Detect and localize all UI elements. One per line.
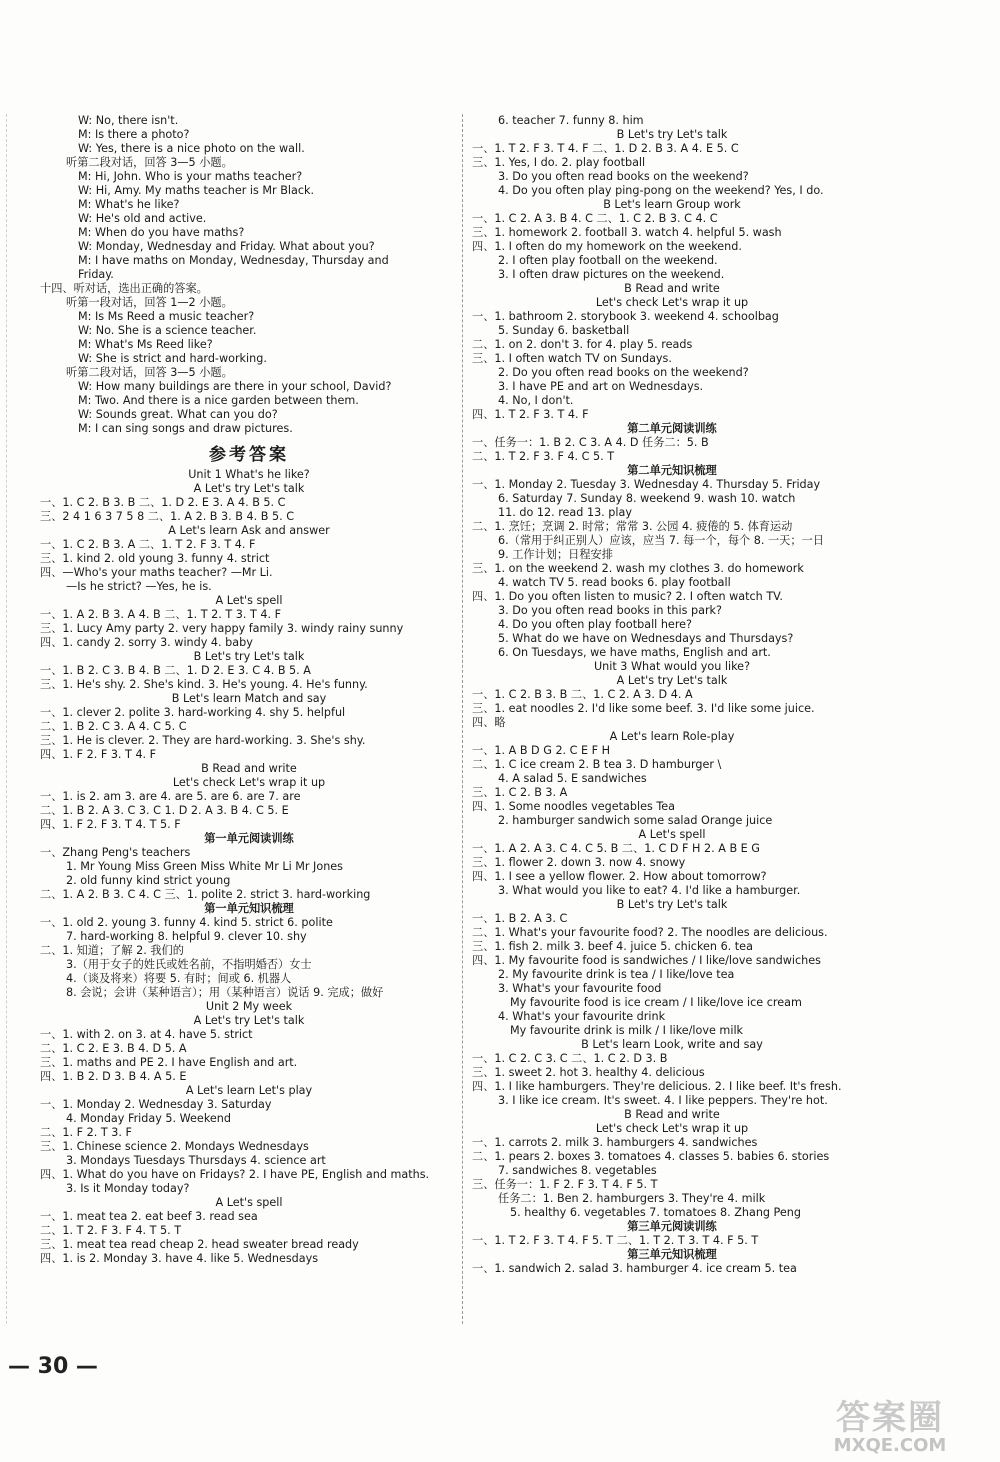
left-column-line: W: She is strict and hard-working. bbox=[78, 352, 267, 365]
left-column-line: 3. Is it Monday today? bbox=[66, 1182, 190, 1195]
right-column-line: B Let's learn Group work bbox=[603, 198, 741, 211]
left-column-line: Unit 2 My week bbox=[205, 1000, 293, 1013]
right-column-line: 3. What would you like to eat? 4. I'd like a hamburger. bbox=[498, 884, 801, 897]
right-column-line: 二、1. 烹饪；烹调 2. 时常；常常 3. 公园 4. 疲倦的 5. 体育运动 bbox=[472, 520, 793, 533]
left-column-line: 四、1. F 2. F 3. T 4. T 5. F bbox=[40, 818, 181, 831]
right-column-line: 三、1. eat noodles 2. I'd like some beef. 3. I'd like some juice. bbox=[472, 702, 815, 715]
right-column-line: 3. I often draw pictures on the weekend. bbox=[498, 268, 725, 281]
left-column-line: A Let's spell bbox=[215, 594, 283, 607]
left-column-line: 四、—Who's your maths teacher? —Mr Li. bbox=[40, 566, 273, 579]
left-column-line: 四、1. What do you have on Fridays? 2. I have PE, English and maths. bbox=[40, 1168, 430, 1181]
right-column-line: 四、略 bbox=[472, 716, 506, 729]
right-column-line: 3. I have PE and art on Wednesdays. bbox=[498, 380, 704, 393]
left-column-line: 一、1. old 2. young 3. funny 4. kind 5. strict 6. polite bbox=[40, 916, 333, 929]
right-column-line: 9. 工作计划；日程安排 bbox=[498, 548, 613, 561]
right-column-line: 二、1. on 2. don't 3. for 4. play 5. reads bbox=[472, 338, 693, 351]
right-column-line: 四、1. I like hamburgers. They're delicious. 2. I like beef. It's fresh. bbox=[472, 1080, 842, 1093]
right-column-line: 四、1. T 2. F 3. T 4. F bbox=[472, 408, 589, 421]
left-column-line: 听第二段对话，回答 3—5 小题。 bbox=[66, 366, 233, 379]
right-column-line: B Read and write bbox=[624, 282, 720, 295]
left-column-line: 听第二段对话，回答 3—5 小题。 bbox=[66, 156, 233, 169]
left-column-line: 参考答案 bbox=[209, 445, 289, 465]
right-column-line: 6.（常用于纠正别人）应该，应当 7. 每一个，每个 8. 一天；一日 bbox=[498, 534, 824, 547]
watermark-logo bbox=[800, 1400, 980, 1460]
left-column-line: 四、1. candy 2. sorry 3. windy 4. baby bbox=[40, 636, 253, 649]
left-column-line: W: How many buildings are there in your school, David? bbox=[78, 380, 392, 393]
right-column-line: 三、1. I often watch TV on Sundays. bbox=[472, 352, 672, 365]
right-column-line: 三、1. fish 2. milk 3. beef 4. juice 5. chicken 6. tea bbox=[472, 940, 753, 953]
right-column-line: 二、1. T 2. F 3. F 4. C 5. T bbox=[472, 450, 615, 463]
right-column-line: 三、1. C 2. B 3. A bbox=[472, 786, 568, 799]
right-column-line: 三、1. homework 2. football 3. watch 4. helpful 5. wash bbox=[472, 226, 782, 239]
right-column-line: 11. do 12. read 13. play bbox=[498, 506, 632, 519]
left-column-line: 二、1. 知道；了解 2. 我们的 bbox=[40, 944, 184, 957]
left-column-line: 四、1. is 2. Monday 3. have 4. like 5. Wednesdays bbox=[40, 1252, 319, 1265]
right-column-line: B Let's try Let's talk bbox=[616, 128, 728, 141]
right-column-line: 4. A salad 5. E sandwiches bbox=[498, 772, 647, 785]
right-column-line: 四、1. Some noodles vegetables Tea bbox=[472, 800, 676, 813]
right-column-line: Unit 3 What would you like? bbox=[593, 660, 751, 673]
left-column-line: A Let's learn Let's play bbox=[185, 1084, 313, 1097]
left-column-line: Unit 1 What's he like? bbox=[188, 468, 310, 481]
left-column-line: B Let's learn Match and say bbox=[171, 692, 327, 705]
left-column-line: M: What's Ms Reed like? bbox=[78, 338, 213, 351]
left-column-line: 二、1. B 2. C 3. A 4. C 5. C bbox=[40, 720, 187, 733]
left-column-line: 一、1. A 2. B 3. A 4. B 二、1. T 2. T 3. T 4. F bbox=[40, 608, 282, 621]
left-column-line: W: Hi, Amy. My maths teacher is Mr Black. bbox=[78, 184, 315, 197]
right-column-line: 三、1. on the weekend 2. wash my clothes 3. do homework bbox=[472, 562, 804, 575]
left-column-line: 一、1. Monday 2. Wednesday 3. Saturday bbox=[40, 1098, 272, 1111]
column-divider bbox=[462, 114, 464, 1324]
watermark-url: MXQE.COM bbox=[833, 1435, 947, 1456]
left-column-line: M: Two. And there is a nice garden between them. bbox=[78, 394, 359, 407]
right-column-line: My favourite drink is milk / I like/love milk bbox=[510, 1024, 744, 1037]
left-column-line: M: When do you have maths? bbox=[78, 226, 245, 239]
left-column-line: A Let's spell bbox=[215, 1196, 283, 1209]
left-column-line: 一、1. with 2. on 3. at 4. have 5. strict bbox=[40, 1028, 253, 1041]
left-column-line: M: Hi, John. Who is your maths teacher? bbox=[78, 170, 303, 183]
right-column-line: 三、1. flower 2. down 3. now 4. snowy bbox=[472, 856, 686, 869]
right-column-line: 一、1. A B D G 2. C E F H bbox=[472, 744, 611, 757]
left-column-line: 三、1. He's shy. 2. She's kind. 3. He's young. 4. He's funny. bbox=[40, 678, 368, 691]
right-column-line: Let's check Let's wrap it up bbox=[595, 1122, 749, 1135]
right-column-line: 一、1. T 2. F 3. T 4. F 5. T 二、1. T 2. T 3. T 4. F 5. T bbox=[472, 1234, 759, 1247]
left-column-line: 十四、听对话，选出正确的答案。 bbox=[40, 282, 208, 295]
right-column-line: 5. Sunday 6. basketball bbox=[498, 324, 630, 337]
left-column-line: —Is he strict? —Yes, he is. bbox=[66, 580, 212, 593]
left-column-line: 3. Mondays Tuesdays Thursdays 4. science art bbox=[66, 1154, 326, 1167]
left-column-line: A Let's learn Ask and answer bbox=[168, 524, 330, 537]
left-column-line: 三、1. meat tea read cheap 2. head sweater bread ready bbox=[40, 1238, 359, 1251]
left-column-line: 一、1. is 2. am 3. are 4. are 5. are 6. are 7. are bbox=[40, 790, 301, 803]
right-column-line: 二、1. pears 2. boxes 3. tomatoes 4. classes 5. babies 6. stories bbox=[472, 1150, 830, 1163]
right-column-line: 6. teacher 7. funny 8. him bbox=[498, 114, 644, 127]
right-column-line: 5. What do we have on Wednesdays and Thursdays? bbox=[498, 632, 794, 645]
left-column-line: 二、1. F 2. T 3. F bbox=[40, 1126, 132, 1139]
right-column-line: B Let's try Let's talk bbox=[616, 898, 728, 911]
right-column-line: 4. watch TV 5. read books 6. play football bbox=[498, 576, 731, 589]
left-column-line: A Let's try Let's talk bbox=[193, 1014, 305, 1027]
left-margin-mark bbox=[6, 114, 8, 1324]
left-column-line: 三、1. kind 2. old young 3. funny 4. strict bbox=[40, 552, 270, 565]
right-column-line: A Let's try Let's talk bbox=[616, 674, 728, 687]
right-column-line: 6. On Tuesdays, we have maths, English and art. bbox=[498, 646, 771, 659]
left-column-line: 四、1. B 2. D 3. B 4. A 5. E bbox=[40, 1070, 187, 1083]
left-column-line: M: Is there a photo? bbox=[78, 128, 190, 141]
right-column-line: 3. Do you often read books on the weekend? bbox=[498, 170, 749, 183]
left-column-line: 一、1. clever 2. polite 3. hard-working 4. shy 5. helpful bbox=[40, 706, 346, 719]
right-column-line: 4. No, I don't. bbox=[498, 394, 574, 407]
left-column-line: 一、1. C 2. B 3. A 二、1. T 2. F 3. T 4. F bbox=[40, 538, 256, 551]
right-column-line: 一、1. sandwich 2. salad 3. hamburger 4. ice cream 5. tea bbox=[472, 1262, 797, 1275]
right-column-line: 四、1. I often do my homework on the weekend. bbox=[472, 240, 742, 253]
right-column-line: 4. What's your favourite drink bbox=[498, 1010, 666, 1023]
right-column-line: 四、1. I see a yellow flower. 2. How about tomorrow? bbox=[472, 870, 767, 883]
right-column-line: 一、1. C 2. B 3. B 二、1. C 2. A 3. D 4. A bbox=[472, 688, 693, 701]
right-column-line: B Read and write bbox=[624, 1108, 720, 1121]
left-column-line: B Let's try Let's talk bbox=[193, 650, 305, 663]
left-column-line: M: I have maths on Monday, Wednesday, Thursday and bbox=[78, 254, 389, 267]
right-column-line: 3. What's your favourite food bbox=[498, 982, 662, 995]
left-column-line: 三、1. maths and PE 2. I have English and art. bbox=[40, 1056, 298, 1069]
right-column-line: 一、任务一：1. B 2. C 3. A 4. D 任务二：5. B bbox=[472, 436, 709, 449]
left-column-line: W: No, there isn't. bbox=[78, 114, 179, 127]
left-column-line: 一、Zhang Peng's teachers bbox=[40, 846, 191, 859]
left-column-line: 一、1. meat tea 2. eat beef 3. read sea bbox=[40, 1210, 258, 1223]
right-column-line: 6. Saturday 7. Sunday 8. weekend 9. wash 10. watch bbox=[498, 492, 796, 505]
right-column-line: 第二单元阅读训练 bbox=[627, 422, 717, 435]
left-column-line: 第一单元阅读训练 bbox=[204, 832, 294, 845]
right-column-line: 三、1. Yes, I do. 2. play football bbox=[472, 156, 646, 169]
right-column-line: 一、1. Monday 2. Tuesday 3. Wednesday 4. Thursday 5. Friday bbox=[472, 478, 821, 491]
right-column-line: 三、任务一：1. F 2. F 3. T 4. F 5. T bbox=[472, 1178, 658, 1191]
right-column-line: 四、1. My favourite food is sandwiches / I like/love sandwiches bbox=[472, 954, 821, 967]
right-column-line: 一、1. A 2. A 3. C 4. C 5. B 二、1. C D F H 2. A B E G bbox=[472, 842, 760, 855]
left-column-line: Friday. bbox=[78, 268, 114, 281]
left-column-line: B Read and write bbox=[201, 762, 297, 775]
right-column-line: 2. Do you often read books on the weekend? bbox=[498, 366, 749, 379]
right-column-line: Let's check Let's wrap it up bbox=[595, 296, 749, 309]
left-column-line: 4.（谈及将来）将要 5. 有时；间或 6. 机器人 bbox=[66, 972, 292, 985]
right-column-line: 一、1. C 2. A 3. B 4. C 二、1. C 2. B 3. C 4. C bbox=[472, 212, 718, 225]
right-column-line: 5. healthy 6. vegetables 7. tomatoes 8. Zhang Peng bbox=[510, 1206, 801, 1219]
right-column-line: 3. Do you often read books in this park? bbox=[498, 604, 722, 617]
right-column-line: My favourite food is ice cream / I like/love ice cream bbox=[510, 996, 802, 1009]
left-column-line: 三、2 4 1 6 3 7 5 8 二、1. A 2. B 3. B 4. B 5. C bbox=[40, 510, 295, 523]
left-column-line: 一、1. C 2. B 3. B 二、1. D 2. E 3. A 4. B 5. C bbox=[40, 496, 286, 509]
left-column-line: Let's check Let's wrap it up bbox=[172, 776, 326, 789]
left-column-line: M: I can sing songs and draw pictures. bbox=[78, 422, 293, 435]
left-column-line: W: He's old and active. bbox=[78, 212, 207, 225]
left-column-line: 四、1. F 2. F 3. T 4. F bbox=[40, 748, 157, 761]
right-column-line: B Let's learn Look, write and say bbox=[581, 1038, 763, 1051]
right-column-line: 二、1. C ice cream 2. B tea 3. D hamburger \ bbox=[472, 758, 722, 771]
right-column-line: 一、1. B 2. A 3. C bbox=[472, 912, 568, 925]
left-column-line: W: No. She is a science teacher. bbox=[78, 324, 257, 337]
right-column-line: 2. I often play football on the weekend. bbox=[498, 254, 718, 267]
right-column-line: A Let's learn Role-play bbox=[609, 730, 735, 743]
right-column-line: 4. Do you often play football here? bbox=[498, 618, 692, 631]
left-column-line: 三、1. Chinese science 2. Mondays Wednesdays bbox=[40, 1140, 309, 1153]
left-column-line: M: Is Ms Reed a music teacher? bbox=[78, 310, 255, 323]
left-column-line: 3.（用于女子的姓氏或姓名前，不指明婚否）女士 bbox=[66, 958, 312, 971]
right-column-line: 任务二：1. Ben 2. hamburgers 3. They're 4. milk bbox=[498, 1192, 766, 1205]
page-number: — 30 — bbox=[8, 1354, 98, 1379]
right-column-line: 4. Do you often play ping-pong on the weekend? Yes, I do. bbox=[498, 184, 824, 197]
left-column-line: 三、1. He is clever. 2. They are hard-working. 3. She's shy. bbox=[40, 734, 366, 747]
right-column-line: 2. hamburger sandwich some salad Orange juice bbox=[498, 814, 773, 827]
left-column-line: 第一单元知识梳理 bbox=[204, 902, 294, 915]
right-column-line: 第三单元阅读训练 bbox=[627, 1220, 717, 1233]
left-column-line: 一、1. B 2. C 3. B 4. B 二、1. D 2. E 3. C 4. B 5. A bbox=[40, 664, 311, 677]
right-column-line: 2. My favourite drink is tea / I like/love tea bbox=[498, 968, 735, 981]
left-column-line: A Let's try Let's talk bbox=[193, 482, 305, 495]
left-column-line: 4. Monday Friday 5. Weekend bbox=[66, 1112, 231, 1125]
left-column-line: 1. Mr Young Miss Green Miss White Mr Li Mr Jones bbox=[66, 860, 343, 873]
right-column-line: 一、1. T 2. F 3. T 4. F 二、1. D 2. B 3. A 4. E 5. C bbox=[472, 142, 739, 155]
left-column-line: 二、1. C 2. E 3. B 4. D 5. A bbox=[40, 1042, 187, 1055]
left-column-line: M: What's he like? bbox=[78, 198, 180, 211]
right-column-line: 二、1. What's your favourite food? 2. The noodles are delicious. bbox=[472, 926, 828, 939]
watermark-text: 答案圈 bbox=[836, 1398, 944, 1438]
left-column-line: W: Sounds great. What can you do? bbox=[78, 408, 278, 421]
left-column-line: W: Yes, there is a nice photo on the wall. bbox=[78, 142, 305, 155]
left-column-line: 二、1. T 2. F 3. F 4. T 5. T bbox=[40, 1224, 182, 1237]
left-column-line: 二、1. B 2. A 3. C 3. C 1. D 2. A 3. B 4. C 5. E bbox=[40, 804, 289, 817]
right-column-line: 一、1. carrots 2. milk 3. hamburgers 4. sandwiches bbox=[472, 1136, 758, 1149]
right-column-line: 一、1. C 2. C 3. C 二、1. C 2. D 3. B bbox=[472, 1052, 668, 1065]
left-column-line: 二、1. A 2. B 3. C 4. C 三、1. polite 2. strict 3. hard-working bbox=[40, 888, 371, 901]
right-column-line: 7. sandwiches 8. vegetables bbox=[498, 1164, 657, 1177]
left-column-line: 听第一段对话，回答 1—2 小题。 bbox=[66, 296, 233, 309]
right-column-line: 三、1. sweet 2. hot 3. healthy 4. delicious bbox=[472, 1066, 705, 1079]
left-column-line: 7. hard-working 8. helpful 9. clever 10. shy bbox=[66, 930, 307, 943]
right-column-line: 四、1. Do you often listen to music? 2. I often watch TV. bbox=[472, 590, 783, 603]
right-column-line: 一、1. bathroom 2. storybook 3. weekend 4. schoolbag bbox=[472, 310, 779, 323]
right-column-line: 第三单元知识梳理 bbox=[627, 1248, 717, 1261]
left-column-line: W: Monday, Wednesday and Friday. What about you? bbox=[78, 240, 375, 253]
right-column-line: A Let's spell bbox=[638, 828, 706, 841]
left-column-line: 2. old funny kind strict young bbox=[66, 874, 231, 887]
right-column bbox=[472, 114, 872, 1276]
right-column-line: 3. I like ice cream. It's sweet. 4. I like peppers. They're hot. bbox=[498, 1094, 828, 1107]
left-column bbox=[40, 114, 458, 1266]
left-column-line: 三、1. Lucy Amy party 2. very happy family 3. windy rainy sunny bbox=[40, 622, 404, 635]
right-column-line: 第二单元知识梳理 bbox=[627, 464, 717, 477]
left-column-line: 8. 会说；会讲（某种语言）；用（某种语言）说话 9. 完成；做好 bbox=[66, 986, 384, 999]
